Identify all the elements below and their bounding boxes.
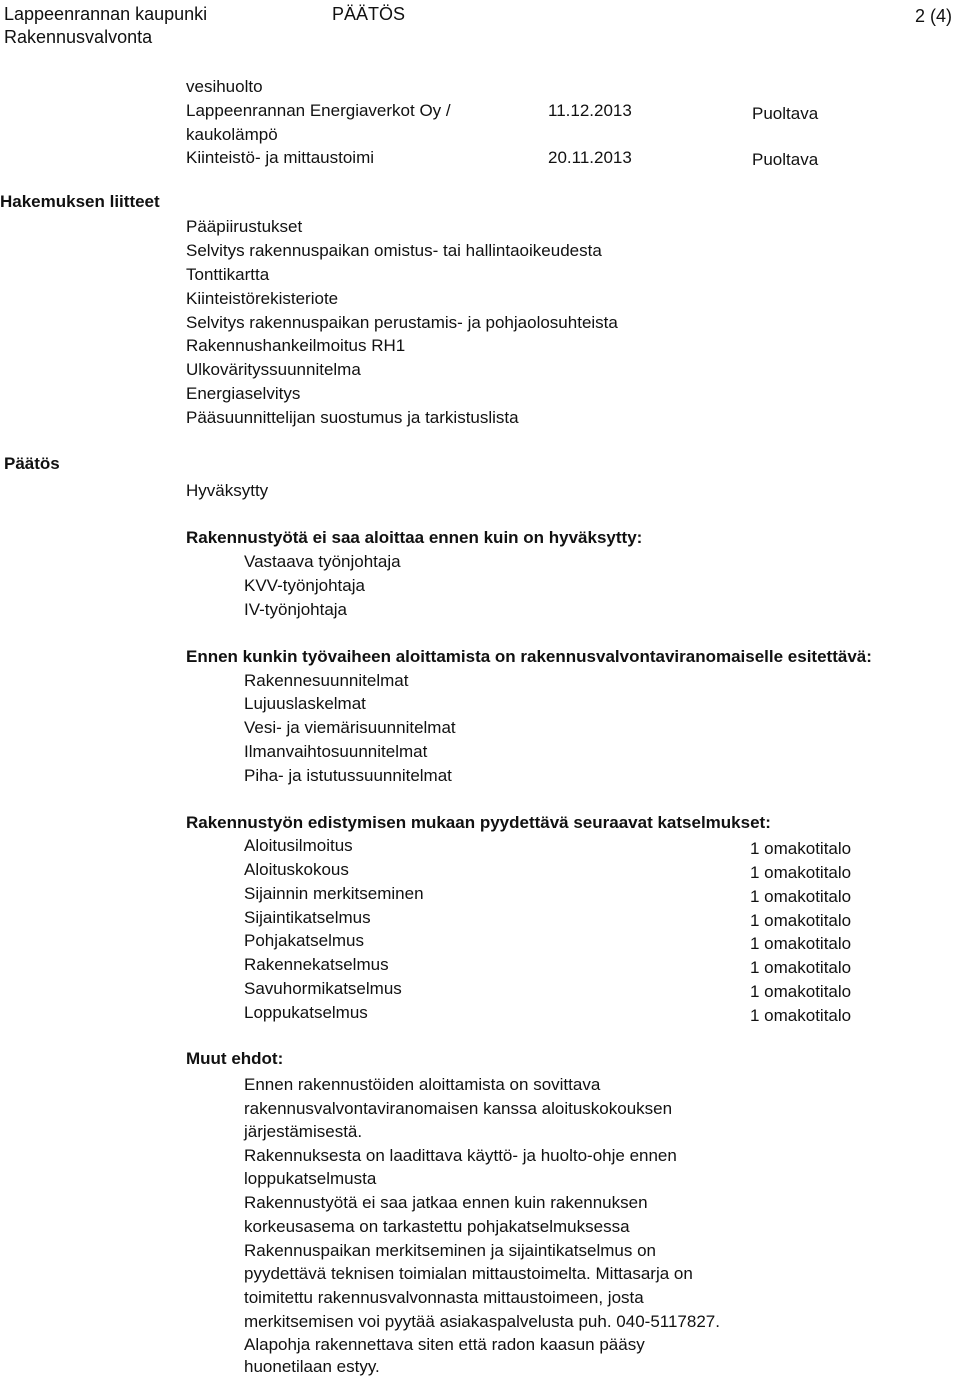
attachment-item: Pääsuunnittelijan suostumus ja tarkistuslista [186,408,519,427]
supervisor-item: KVV-työnjohtaja [244,576,365,595]
inspection-value: 1 omakotitalo [750,887,852,906]
statement-date: 20.11.2013 [548,148,632,167]
condition-line: Rakennuksesta on laadittava käyttö- ja huolto-ohje ennen [244,1146,677,1165]
plan-item: Rakennesuunnitelmat [244,671,409,690]
statement-result: Puoltava [752,104,819,123]
condition-line: korkeusasema on tarkastettu pohjakatselmuksessa [244,1217,630,1236]
statement-label: Kiinteistö- ja mittaustoimi [186,148,375,167]
statement-label: kaukolämpö [186,125,278,144]
inspection-value: 1 omakotitalo [750,1006,852,1025]
inspection-value: 1 omakotitalo [750,911,852,930]
plan-item: Ilmanvaihtosuunnitelmat [244,742,428,761]
attachment-item: Kiinteistörekisteriote [186,289,339,308]
plan-item: Vesi- ja viemärisuunnitelmat [244,718,456,737]
inspection-name: Aloituskokous [244,860,349,879]
condition-line: järjestämisestä. [244,1122,363,1141]
department-name: Rakennusvalvonta [4,27,153,47]
inspection-value: 1 omakotitalo [750,982,852,1001]
decision-heading: Päätös [4,454,60,473]
attachment-item: Ulkovärityssuunnitelma [186,360,361,379]
plans-heading: Ennen kunkin työvaiheen aloittamista on rakennusvalvontaviranomaiselle esitettävä: [186,647,872,666]
statement-label: vesihuolto [186,77,263,96]
inspection-name: Sijaintikatselmus [244,908,371,927]
condition-line: Rakennustyötä ei saa jatkaa ennen kuin rakennuksen [244,1193,648,1212]
plan-item: Lujuuslaskelmat [244,694,366,713]
attachment-item: Tonttikartta [186,265,270,284]
organization-name: Lappeenrannan kaupunki [4,4,208,24]
condition-line: Alapohja rakennettava siten että radon kaasun pääsy [244,1335,645,1354]
attachment-item: Pääpiirustukset [186,217,303,236]
inspections-heading: Rakennustyön edistymisen mukaan pyydettävä seuraavat katselmukset: [186,813,771,832]
statement-label: Lappeenrannan Energiaverkot Oy / [186,101,451,120]
decision-result: Hyväksytty [186,481,269,500]
attachments-heading: Hakemuksen liitteet [0,192,160,211]
attachment-item: Selvitys rakennuspaikan omistus- tai hallintaoikeudesta [186,241,602,260]
supervisors-heading: Rakennustyötä ei saa aloittaa ennen kuin on hyväksytty: [186,528,643,547]
inspection-name: Loppukatselmus [244,1003,368,1022]
condition-line: loppukatselmusta [244,1169,377,1188]
attachment-item: Rakennushankeilmoitus RH1 [186,336,406,355]
condition-line: huonetilaan estyy. [244,1357,380,1376]
attachment-item: Energiaselvitys [186,384,301,403]
condition-line: Ennen rakennustöiden aloittamista on sovittava [244,1075,601,1094]
condition-line: pyydettävä teknisen toimialan mittaustoimelta. Mittasarja on [244,1264,693,1283]
condition-line: rakennusvalvontaviranomaisen kanssa aloituskokouksen [244,1099,673,1118]
supervisor-item: Vastaava työnjohtaja [244,552,401,571]
condition-line: toimitettu rakennusvalvonnasta mittaustoimeen, josta [244,1288,644,1307]
other-conditions-heading: Muut ehdot: [186,1049,284,1068]
inspection-name: Sijainnin merkitseminen [244,884,424,903]
inspection-name: Pohjakatselmus [244,931,365,950]
inspection-name: Savuhormikatselmus [244,979,402,998]
inspection-name: Rakennekatselmus [244,955,389,974]
page-number: 2 (4) [914,6,952,26]
inspection-value: 1 omakotitalo [750,934,852,953]
inspection-value: 1 omakotitalo [750,863,852,882]
inspection-value: 1 omakotitalo [750,958,852,977]
attachment-item: Selvitys rakennuspaikan perustamis- ja pohjaolosuhteista [186,313,618,332]
statement-result: Puoltava [752,150,819,169]
supervisor-item: IV-työnjohtaja [244,600,348,619]
plan-item: Piha- ja istutussuunnitelmat [244,766,452,785]
condition-line: merkitsemisen voi pyytää asiakaspalvelusta puh. 040-5117827. [244,1312,720,1331]
document-type: PÄÄTÖS [332,4,406,24]
condition-line: Rakennuspaikan merkitseminen ja sijaintikatselmus on [244,1241,656,1260]
inspection-value: 1 omakotitalo [750,839,852,858]
statement-date: 11.12.2013 [548,101,632,120]
inspection-name: Aloitusilmoitus [244,836,353,855]
